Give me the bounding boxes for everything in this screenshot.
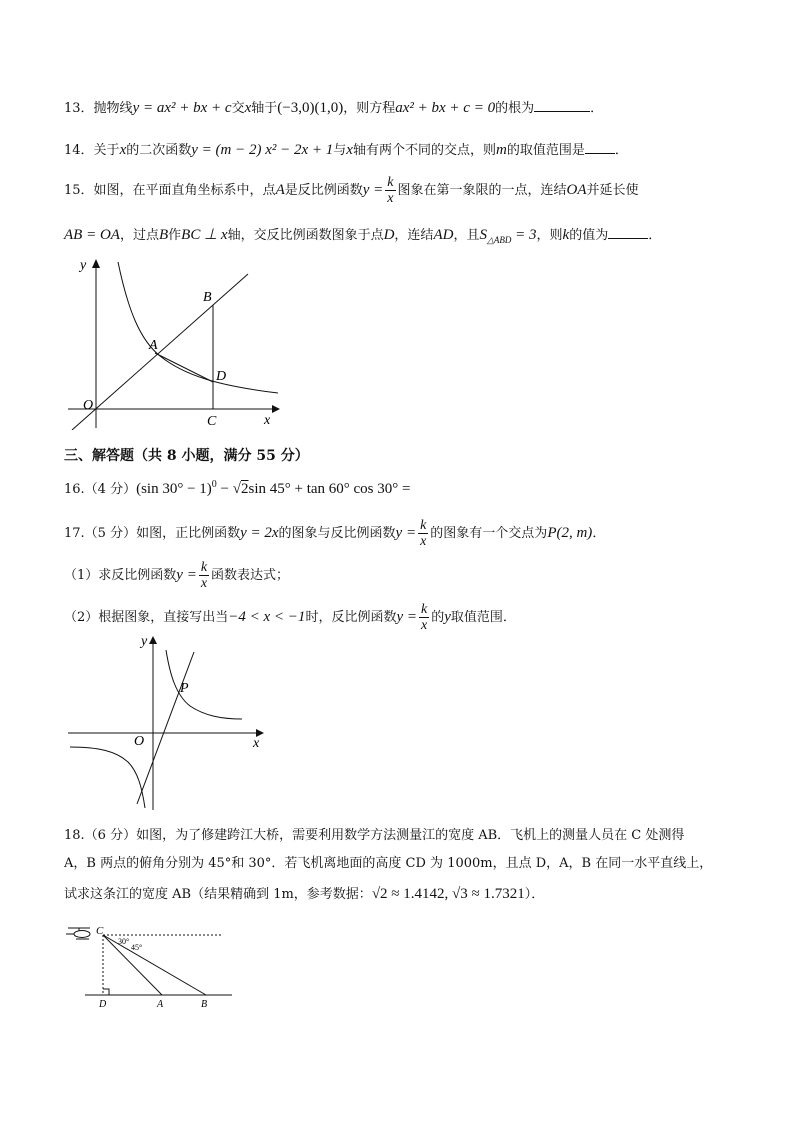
math-expression: y = (m − 2) x² − 2x + 1 [191, 142, 334, 158]
fraction: $\frac{k}{x}$ [420, 602, 428, 633]
question-14: 14．关于x的二次函数y = (m − 2) x² − 2x + 1与x轴有两个不同的交点，则m的取值范围是 ． [64, 142, 628, 158]
line-y-2x [137, 652, 194, 804]
label-O: O [83, 398, 94, 413]
question-number: 13． [64, 101, 94, 116]
label-D: D [216, 369, 227, 384]
figure-q15 [62, 255, 282, 430]
question-13: 13．抛物线y = ax² + bx + c交x轴于(−3,0)(1,0)，则方程ax² + bx + c = 0的根为 ． [64, 100, 604, 116]
question-number: 15． [64, 183, 94, 198]
math-expression: ax² + bx + c = 0 [395, 100, 496, 116]
label-C: C [96, 925, 104, 937]
fraction: $\frac{k}{x}$ [387, 175, 394, 206]
label-B: B [203, 290, 212, 305]
question-number: 14． [64, 143, 94, 158]
label-y: y [80, 258, 87, 273]
angle-45-label: 45° [131, 943, 143, 952]
label-y: y [141, 634, 148, 649]
question-number: 18.（6 分） [64, 828, 137, 843]
question-18-line-2: A，B 两点的俯角分别为 45°和 30°．若飞机离地面的高度 CD 为 1000m，且点 D，A，B 在同一水平直线上， [64, 856, 713, 871]
label-P: P [180, 681, 189, 696]
label-C: C [207, 414, 217, 429]
figure-q17 [62, 630, 272, 815]
question-15: 15．如图，在平面直角坐标系中，点A是反比例函数y = $\frac{k}{x}$ 图象在第一象限的一点，连结OA并延长使 [64, 175, 639, 206]
question-number: 16.（4 分） [64, 482, 137, 497]
question-17-part-1: （1）求反比例函数y = $\frac{k}{x}$ 函数表达式； [64, 560, 290, 591]
label-x: x [264, 413, 271, 428]
label-O: O [134, 734, 145, 749]
y-axis-arrow [92, 259, 100, 268]
math-expression: √2 ≈ 1.4142, √3 ≈ 1.7321 [371, 886, 525, 902]
question-number: 17.（5 分） [64, 526, 137, 541]
hyperbola-branch-q1 [166, 650, 242, 719]
math-expression: AB = OA [64, 227, 120, 243]
label-A: A [157, 999, 164, 1010]
fraction: $\frac{k}{x}$ [200, 560, 208, 591]
hyperbola-curve [118, 262, 278, 393]
math-expression: −4 < x < −1 [228, 609, 306, 625]
x-axis-arrow [272, 405, 280, 413]
math-expression: (sin 30° − 1)$^0$ − √2sin 45° + tan 60° cos 30° = [136, 479, 411, 497]
answer-blank[interactable] [534, 98, 590, 112]
question-15-continued: AB = OA，过点B作BC ⊥ x轴，交反比例函数图象于点D，连结AD，且$S_{\triangle ABD} = 3$，则k的值为 ． [64, 227, 662, 245]
y-axis-arrow [149, 636, 157, 644]
question-17: 17.（5 分）如图，正比例函数y = 2x的图象与反比例函数y = $\frac{k}{x}$ 的图象有一个交点为P(2, m)． [64, 518, 606, 549]
label-D: D [99, 999, 107, 1010]
figure-q18 [60, 918, 240, 1013]
answer-blank[interactable] [608, 225, 648, 239]
question-18-line-3: 试求这条江的宽度 AB（结果精确到 1m，参考数据：√2 ≈ 1.4142, √3 ≈ 1.7321）． [64, 886, 545, 902]
question-16 [64, 478, 410, 498]
section-heading: 三、解答题（共 8 小题，满分 55 分） [64, 448, 309, 464]
hyperbola-branch-q3 [70, 747, 145, 808]
math-expression: y = ax² + bx + c [132, 100, 232, 116]
angle-30-label: 30° [118, 937, 130, 946]
label-B: B [201, 999, 208, 1010]
fraction: $\frac{k}{x}$ [420, 518, 427, 549]
line-OB [72, 274, 248, 430]
answer-blank[interactable] [585, 140, 615, 154]
math-expression: (−3,0)(1,0) [277, 100, 344, 116]
question-17-part-2: （2）根据图象，直接写出当−4 < x < −1时，反比例函数y = $\frac{k}{x}$ 的y取值范围． [64, 602, 516, 633]
segment-AD [155, 353, 213, 382]
right-angle-mark [103, 989, 109, 995]
question-18: 18.（6 分）如图，为了修建跨江大桥，需要利用数学方法测量江的宽度 AB．飞机上的测量人员在 C 处测得 [64, 828, 685, 843]
label-A: A [149, 338, 158, 353]
helicopter-icon [66, 928, 90, 939]
math-expression: P(2, m) [547, 525, 593, 541]
math-expression: $S_{\triangle ABD} = 3$ [479, 227, 537, 245]
math-expression: y = 2x [240, 525, 279, 541]
label-x: x [253, 736, 260, 751]
math-expression: BC ⊥ x [181, 227, 228, 243]
